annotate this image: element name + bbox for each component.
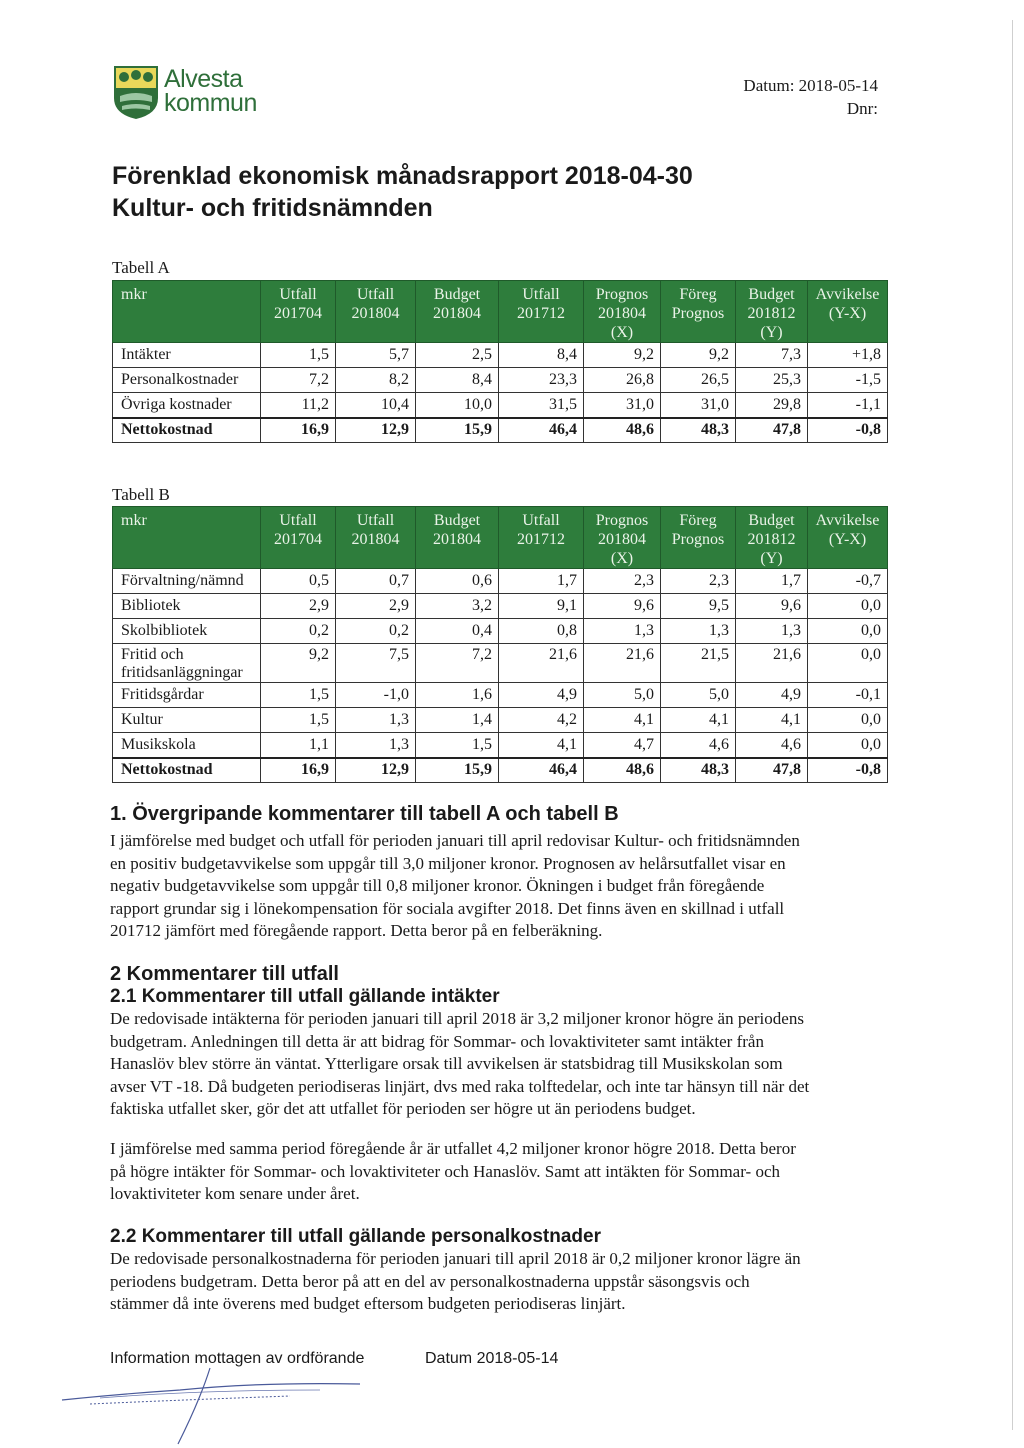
column-header-text: Föreg [679, 512, 717, 529]
table-row [113, 393, 888, 418]
table-cell: 4,1 [661, 708, 736, 733]
table-cell: -0,1 [808, 683, 888, 708]
info-received-label: Information mottagen av ordförande [110, 1350, 365, 1367]
table-cell: 9,1 [499, 594, 584, 619]
table-cell: 8,4 [416, 368, 499, 393]
text-line: De redovisade personalkostnaderna för perioden januari till april 2018 är 0,2 miljoner kronor lägre än [110, 1249, 801, 1268]
table-cell: 1,3 [736, 619, 808, 644]
table-cell: 1,4 [416, 708, 499, 733]
table-cell: 4,2 [499, 708, 584, 733]
table-b-label: Tabell B [112, 485, 170, 504]
table-cell: 1,6 [416, 683, 499, 708]
table-cell: 5,7 [336, 343, 416, 368]
table-row [113, 343, 888, 368]
column-header-text: 201812 [747, 305, 796, 322]
page-edge-line [1012, 20, 1013, 1430]
text-line: på högre intäkter för Sommar- och lovaktiviteter och Hanaslöv. Samt att intäkten för Sommar- och [110, 1161, 780, 1181]
table-cell: 0,7 [336, 569, 416, 594]
table-cell: 1,3 [336, 733, 416, 758]
column-header-text: Prognos [671, 305, 725, 322]
row-label: Intäkter [113, 343, 261, 368]
table-cell: 12,9 [336, 418, 416, 443]
header-dnr: Dnr: [846, 99, 878, 118]
table-cell: 1,5 [261, 708, 336, 733]
table-cell: 31,0 [584, 393, 661, 418]
column-header [584, 507, 661, 569]
table-cell: 7,3 [736, 343, 808, 368]
table-cell: 9,5 [661, 594, 736, 619]
column-header-text: 201704 [274, 305, 322, 322]
table-cell: 31,5 [499, 393, 584, 418]
table-cell: 2,3 [661, 569, 736, 594]
column-header-text: 201712 [517, 531, 565, 548]
table-cell: 9,6 [584, 594, 661, 619]
table-cell: 47,8 [736, 418, 808, 443]
handwritten-signature-icon [60, 1360, 380, 1446]
table-cell: 0,0 [808, 733, 888, 758]
text-line: en positiv budgetavvikelse som uppgår till 3,0 miljoner kronor. Prognosen av helårsutfallet visar en [110, 853, 786, 873]
table-cell: 0,8 [499, 619, 584, 644]
column-header-text: 201804 [433, 305, 481, 322]
text-line: budgetram. Anledningen till detta är att bidrag för Sommar- och lovaktiviteter samt intäkter från [110, 1031, 764, 1051]
table-a-label: Tabell A [112, 258, 170, 277]
column-header [736, 281, 808, 343]
column-header-text: 201704 [274, 531, 322, 548]
table-cell: 46,4 [499, 758, 584, 783]
table-cell: 9,2 [661, 343, 736, 368]
column-header-text: 201804 [433, 531, 481, 548]
table-cell: 1,5 [261, 343, 336, 368]
table-cell: 1,7 [736, 569, 808, 594]
table-cell: 4,7 [584, 733, 661, 758]
column-header-text: 201812 [747, 531, 796, 548]
table-cell: 7,5 [336, 644, 416, 683]
table-cell: 5,0 [661, 683, 736, 708]
table-cell: 48,6 [584, 418, 661, 443]
table-cell: 0,0 [808, 644, 888, 683]
section-2-1-heading: 2.1 Kommentarer till utfall gällande intäkter [110, 986, 500, 1007]
table-row [113, 569, 888, 594]
row-label: Bibliotek [113, 594, 261, 619]
table-cell: 15,9 [416, 758, 499, 783]
section-2-2-heading: 2.2 Kommentarer till utfall gällande personalkostnader [110, 1226, 601, 1247]
column-header-text: mkr [121, 286, 147, 303]
table-cell: 0,2 [261, 619, 336, 644]
column-header-mkr [113, 507, 261, 569]
table-cell: 8,2 [336, 368, 416, 393]
text-line: periodens budgetram. Detta beror på att en del av personalkostnaderna uppstår säsongsvis och [110, 1271, 750, 1291]
table-cell: 4,1 [584, 708, 661, 733]
text-line: faktiska utfallet sker, gör det att utfallet för perioden ser högre ut än periodens budget. [110, 1099, 696, 1118]
table-cell: 25,3 [736, 368, 808, 393]
table-cell: 2,9 [261, 594, 336, 619]
column-header-text: 201804 [598, 305, 646, 322]
text-line: lovaktiviteter kom senare under året. [110, 1184, 360, 1203]
table-cell: 48,6 [584, 758, 661, 783]
table-cell: 4,6 [736, 733, 808, 758]
table-cell: 10,4 [336, 393, 416, 418]
table-cell: 1,3 [584, 619, 661, 644]
table-cell: 8,4 [499, 343, 584, 368]
table-cell: 16,9 [261, 418, 336, 443]
table-cell: 4,1 [499, 733, 584, 758]
table-cell: 5,0 [584, 683, 661, 708]
column-header-text: Utfall [522, 512, 560, 529]
column-header [736, 507, 808, 569]
column-header-mkr [113, 281, 261, 343]
column-header-text: Utfall [522, 286, 560, 303]
table-row [113, 683, 888, 708]
row-label: Kultur [113, 708, 261, 733]
table-cell: 0,4 [416, 619, 499, 644]
table-cell: 11,2 [261, 393, 336, 418]
table-cell: 4,9 [499, 683, 584, 708]
table-cell: 26,8 [584, 368, 661, 393]
table-cell: 0,0 [808, 619, 888, 644]
column-header-text: Budget [433, 286, 481, 303]
table-row [113, 594, 888, 619]
table-cell: 0,0 [808, 594, 888, 619]
column-header [661, 507, 736, 569]
title-line-1: Förenklad ekonomisk månadsrapport 2018-04-30 [112, 162, 693, 190]
table-cell: -1,0 [336, 683, 416, 708]
table-cell: 15,9 [416, 418, 499, 443]
column-header-text: mkr [121, 512, 147, 529]
table-cell: 46,4 [499, 418, 584, 443]
table-cell: 7,2 [261, 368, 336, 393]
column-header-text: Avvikelse [815, 512, 880, 529]
table-cell: -0,8 [808, 758, 888, 783]
column-header-text: (Y-X) [828, 305, 867, 322]
title-line-2: Kultur- och fritidsnämnden [112, 194, 433, 222]
table-cell: 1,3 [661, 619, 736, 644]
logo-text-kommun: kommun [164, 89, 257, 117]
table-a [112, 280, 888, 443]
column-header [261, 281, 336, 343]
column-header [808, 507, 888, 569]
table-cell: 2,9 [336, 594, 416, 619]
section-2-1-text-2 [110, 1138, 890, 1206]
table-cell: 48,3 [661, 758, 736, 783]
column-header [336, 281, 416, 343]
text-line: rapport grundar sig i lönekompensation för sociala avgifter 2018. Det finns även en skillnad i utfall [110, 898, 785, 918]
column-header-text: (Y) [760, 550, 783, 567]
table-cell: 26,5 [661, 368, 736, 393]
section-1-heading: 1. Övergripande kommentarer till tabell A och tabell B [110, 803, 619, 825]
text-line: I jämförelse med samma period föregående år är utfallet 4,2 miljoner kronor högre 2018. Detta beror [110, 1139, 796, 1158]
text-line: avser VT -18. Då budgeten periodiseras linjärt, dvs med raka tolftedelar, och inte tar hänsyn till när det [110, 1076, 810, 1096]
column-header [416, 507, 499, 569]
text-line: negativ budgetavvikelse som uppgår till 0,8 miljoner kronor. Ökningen i budget från föregående [110, 876, 765, 895]
table-row [113, 733, 888, 758]
column-header [261, 507, 336, 569]
table-cell: 9,6 [736, 594, 808, 619]
column-header-text: Prognos [595, 286, 649, 303]
row-label: Skolbibliotek [113, 619, 261, 644]
table-cell: 21,5 [661, 644, 736, 683]
row-label: Personalkostnader [113, 368, 261, 393]
table-a-header-row [113, 281, 888, 343]
table-row [113, 619, 888, 644]
table-b-header-row [113, 507, 888, 569]
section-2-heading: 2 Kommentarer till utfall [110, 963, 339, 985]
column-header-text: Budget [748, 512, 795, 529]
table-cell: 12,9 [336, 758, 416, 783]
header-datum: Datum: 2018-05-14 [743, 76, 878, 95]
column-header-text: Utfall [279, 286, 317, 303]
table-cell: 1,5 [416, 733, 499, 758]
column-header [584, 281, 661, 343]
column-header-text: 201804 [351, 305, 400, 322]
table-cell: 2,3 [584, 569, 661, 594]
table-cell: -1,5 [808, 368, 888, 393]
table-cell: 1,1 [261, 733, 336, 758]
table-row [113, 708, 888, 733]
table-cell: 1,5 [261, 683, 336, 708]
column-header-text: Prognos [595, 512, 649, 529]
section-2-2-text [110, 1248, 890, 1316]
logo-text-alvesta: Alvesta [164, 65, 243, 93]
table-cell: 9,2 [261, 644, 336, 683]
row-label: Fritid och fritidsanläggningar [113, 644, 261, 683]
table-cell: 21,6 [499, 644, 584, 683]
table-cell: 7,2 [416, 644, 499, 683]
column-header-text: (X) [610, 550, 634, 567]
table-cell: 1,3 [336, 708, 416, 733]
column-header-text: 201712 [517, 305, 565, 322]
column-header-text: Avvikelse [815, 286, 880, 303]
table-cell: 4,9 [736, 683, 808, 708]
text-line: stämmer då inte överens med budget eftersom budgeten periodiseras linjärt. [110, 1294, 626, 1313]
column-header-text: Utfall [279, 512, 317, 529]
total-row [113, 418, 888, 443]
footer-datum: Datum 2018-05-14 [425, 1350, 559, 1367]
table-cell: 10,0 [416, 393, 499, 418]
table-cell: 47,8 [736, 758, 808, 783]
table-row [113, 644, 888, 683]
table-cell: 9,2 [584, 343, 661, 368]
text-line: De redovisade intäkterna för perioden januari till april 2018 är 3,2 miljoner kronor högre än periodens [110, 1009, 804, 1028]
section-2-1-text [110, 1008, 890, 1121]
row-label: Nettokostnad [113, 418, 261, 443]
section-1-text [110, 830, 890, 943]
table-cell: 23,3 [499, 368, 584, 393]
table-b [112, 506, 888, 783]
table-cell: 2,5 [416, 343, 499, 368]
alvesta-logo [112, 64, 272, 124]
table-cell: 21,6 [584, 644, 661, 683]
table-cell: 29,8 [736, 393, 808, 418]
column-header [808, 281, 888, 343]
column-header [416, 281, 499, 343]
column-header-text: (X) [610, 324, 634, 341]
column-header [661, 281, 736, 343]
municipal-shield-icon [112, 64, 160, 120]
table-cell: 16,9 [261, 758, 336, 783]
column-header-text: Prognos [671, 531, 725, 548]
table-cell: 4,1 [736, 708, 808, 733]
column-header-text: (Y) [760, 324, 783, 341]
table-cell: 3,2 [416, 594, 499, 619]
text-line: Hanaslöv blev större än väntat. Ytterligare orsak till avvikelsen är statsbidrag till Musikskolan som [110, 1054, 783, 1073]
table-cell: 0,5 [261, 569, 336, 594]
total-row [113, 758, 888, 783]
page-title [112, 160, 693, 224]
table-cell: 21,6 [736, 644, 808, 683]
column-header-text: Utfall [356, 512, 395, 529]
table-cell: 48,3 [661, 418, 736, 443]
row-label: Nettokostnad [113, 758, 261, 783]
column-header-text: Budget [748, 286, 795, 303]
column-header-text: Föreg [679, 286, 717, 303]
header-meta [743, 74, 878, 120]
table-cell: -0,7 [808, 569, 888, 594]
column-header-text: 201804 [351, 531, 400, 548]
text-line: I jämförelse med budget och utfall för perioden januari till april redovisar Kultur- och fritidsnämnden [110, 831, 800, 850]
column-header-text: 201804 [598, 531, 646, 548]
row-label: Övriga kostnader [113, 393, 261, 418]
column-header-text: Budget [433, 512, 481, 529]
table-cell: 4,6 [661, 733, 736, 758]
column-header [336, 507, 416, 569]
column-header [499, 507, 584, 569]
row-label: Fritidsgårdar [113, 683, 261, 708]
row-label: Förvaltning/nämnd [113, 569, 261, 594]
column-header-text: (Y-X) [828, 531, 867, 548]
table-cell: 31,0 [661, 393, 736, 418]
table-cell: +1,8 [808, 343, 888, 368]
table-cell: -0,8 [808, 418, 888, 443]
table-cell: 0,2 [336, 619, 416, 644]
row-label: Musikskola [113, 733, 261, 758]
table-cell: 0,6 [416, 569, 499, 594]
table-cell: 0,0 [808, 708, 888, 733]
table-cell: 1,7 [499, 569, 584, 594]
text-line: 201712 jämfört med föregående rapport. Detta beror på en felberäkning. [110, 921, 603, 940]
column-header [499, 281, 584, 343]
table-row [113, 368, 888, 393]
table-cell: -1,1 [808, 393, 888, 418]
column-header-text: Utfall [356, 286, 395, 303]
